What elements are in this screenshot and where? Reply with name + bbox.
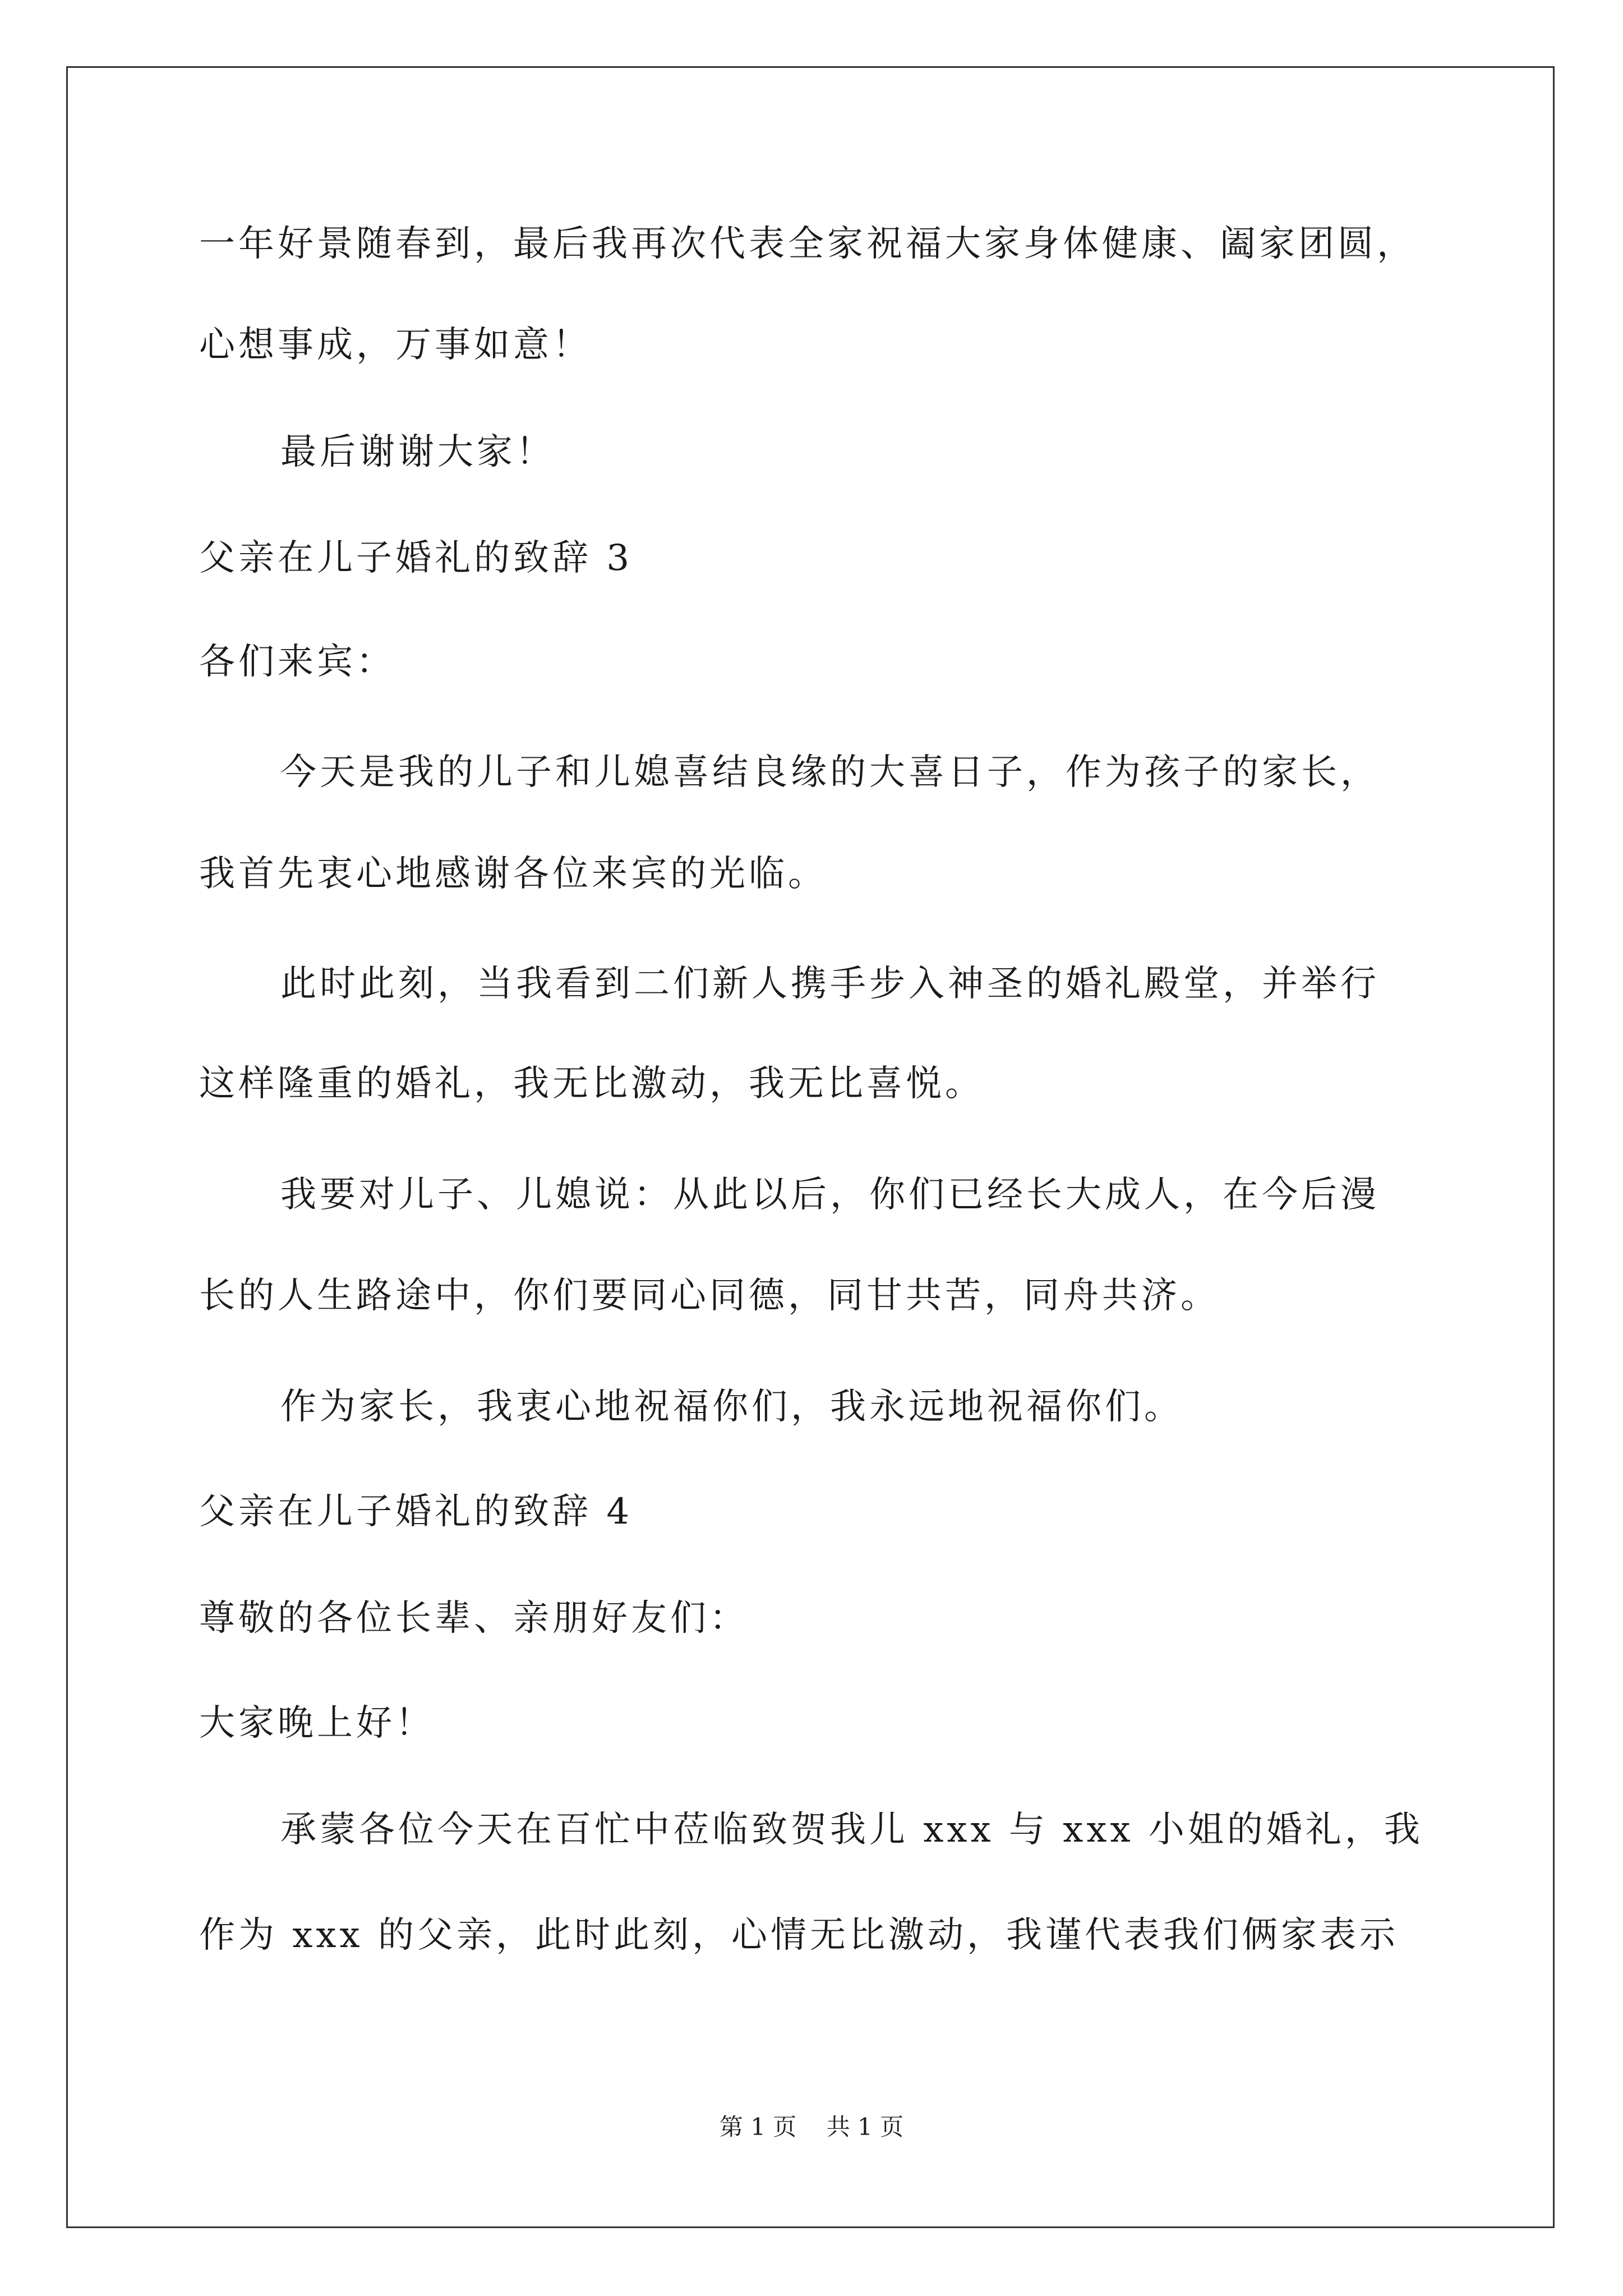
section-heading: 父亲在儿子婚礼的致辞 4 — [199, 1491, 633, 1533]
text-line: 此时此刻，当我看到二们新人携手步入神圣的婚礼殿堂，并举行 — [280, 963, 1380, 1005]
text-line: 我首先衷心地感谢各位来宾的光临。 — [199, 853, 827, 895]
text-line: 今天是我的儿子和儿媳喜结良缘的大喜日子，作为孩子的家长， — [280, 752, 1380, 793]
text-line: 我要对儿子、儿媳说：从此以后，你们已经长大成人，在今后漫 — [280, 1174, 1380, 1216]
text-line: 大家晚上好！ — [199, 1703, 435, 1744]
page-number: 第 1 页 共 1 页 — [719, 2113, 904, 2141]
section-heading: 父亲在儿子婚礼的致辞 3 — [199, 537, 633, 579]
text-line: 各们来宾： — [199, 641, 395, 683]
text-line: 长的人生路途中，你们要同心同德，同甘共苦，同舟共济。 — [199, 1275, 1220, 1317]
text-line: 这样隆重的婚礼，我无比激动，我无比喜悦。 — [199, 1063, 984, 1105]
text-line: 承蒙各位今天在百忙中莅临致贺我儿 xxx 与 xxx 小姐的婚礼，我 — [280, 1809, 1423, 1851]
text-line: 心想事成，万事如意！ — [199, 324, 592, 366]
page-frame — [66, 66, 1555, 2228]
text-line: 作为 xxx 的父亲，此时此刻，心情无比激动，我谨代表我们俩家表示 — [199, 1915, 1399, 1956]
text-line: 作为家长，我衷心地祝福你们，我永远地祝福你们。 — [280, 1386, 1183, 1428]
text-line: 最后谢谢大家！ — [280, 431, 555, 473]
text-line: 一年好景随春到，最后我再次代表全家祝福大家身体健康、阖家团圆， — [199, 223, 1416, 265]
text-line: 尊敬的各位长辈、亲朋好友们： — [199, 1598, 749, 1639]
